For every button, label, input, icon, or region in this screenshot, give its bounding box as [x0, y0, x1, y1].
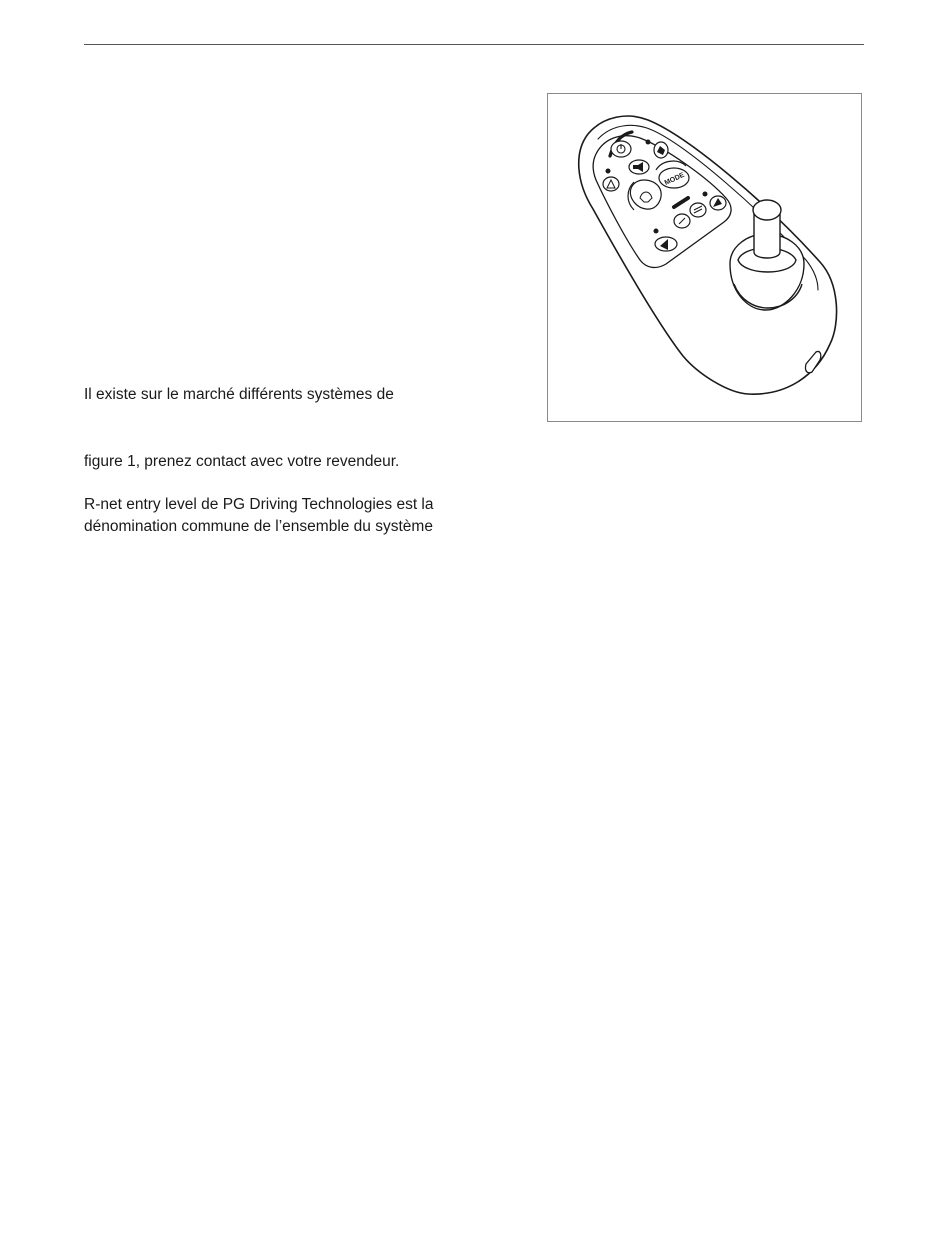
mode-button-label: MODE [663, 171, 686, 187]
hazard-button[interactable] [603, 177, 619, 191]
lights-button[interactable] [690, 203, 706, 217]
rnet-paragraph-line-2: dénomination commune de l’ensemble du système [84, 518, 433, 535]
joystick-controller-illustration [548, 94, 863, 423]
speed-bar-indicator [674, 198, 688, 207]
charger-socket [805, 351, 820, 372]
joystick-figure [547, 93, 862, 422]
low-beam-button[interactable] [674, 214, 690, 228]
hazard-led [606, 169, 611, 174]
power-button[interactable] [611, 141, 631, 157]
joystick[interactable] [730, 200, 804, 310]
header-rule [84, 44, 864, 45]
horn-button[interactable] [629, 160, 649, 174]
left-indicator-button[interactable] [655, 237, 677, 251]
rnet-paragraph-line-1: R-net entry level de PG Driving Technologies est la [84, 496, 434, 513]
dealer-paragraph: figure 1, prenez contact avec votre revendeur. [84, 453, 400, 470]
right-indicator-button[interactable] [710, 196, 726, 210]
rnet-paragraph [84, 494, 434, 538]
seat-led [646, 140, 651, 145]
intro-paragraph: Il existe sur le marché différents systèmes de [84, 386, 394, 403]
speed-button[interactable] [630, 180, 661, 209]
joystick-knob [753, 200, 781, 220]
left-indicator-led [654, 229, 659, 234]
mode-button[interactable] [659, 168, 689, 188]
seat-button[interactable] [654, 142, 668, 158]
right-indicator-led [703, 192, 708, 197]
